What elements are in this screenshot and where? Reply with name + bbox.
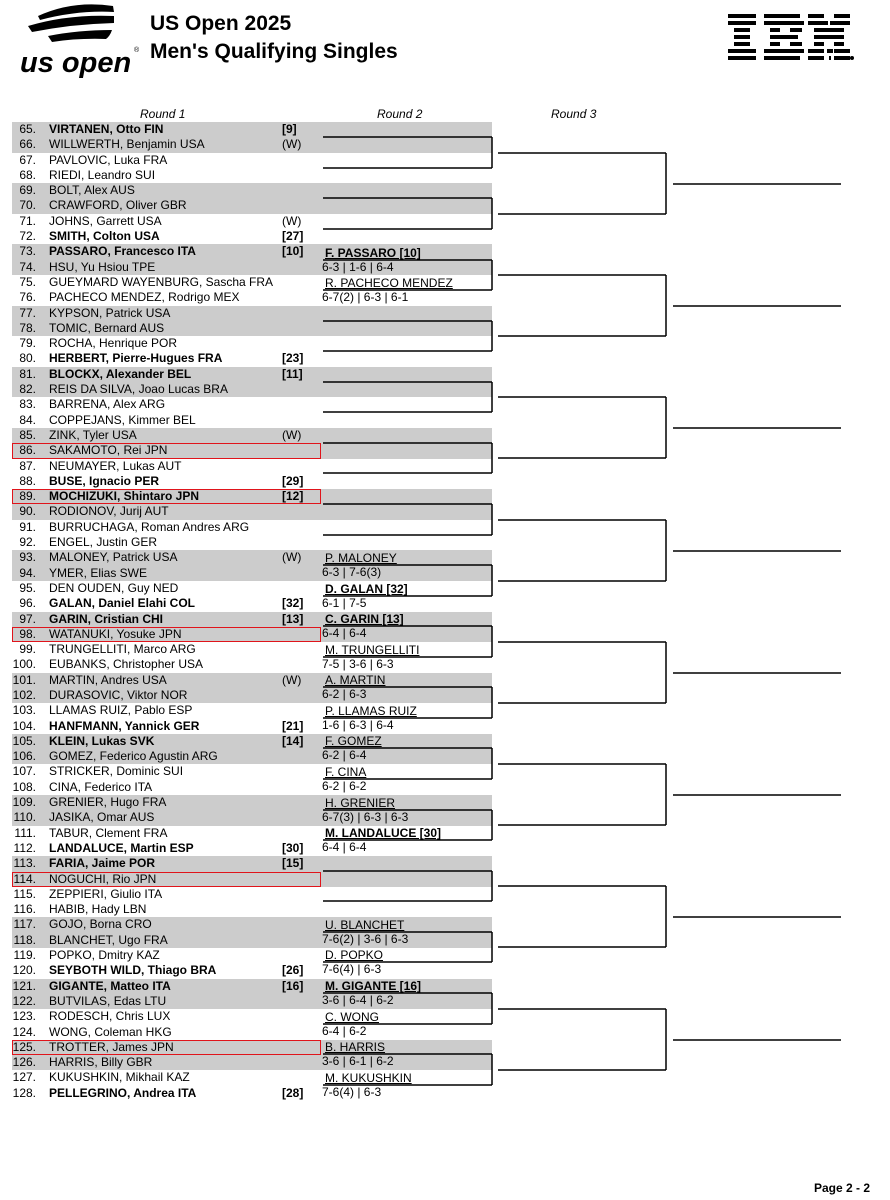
player-seed: [27] (282, 229, 304, 244)
draw-position: 71. (19, 213, 36, 228)
draw-position: 105. (12, 733, 36, 748)
player-name: WILLWERTH, Benjamin USA (49, 137, 205, 152)
player-name: GOJO, Borna CRO (49, 917, 152, 932)
draw-position: 108. (12, 779, 36, 794)
draw-position: 95. (19, 580, 36, 595)
player-seed: [9] (282, 122, 297, 136)
player-name: REIS DA SILVA, Joao Lucas BRA (49, 382, 228, 397)
player-name: VIRTANEN, Otto FIN (49, 122, 164, 136)
player-name: GIGANTE, Matteo ITA (49, 978, 171, 993)
draw-position: 98. (19, 626, 36, 641)
player-name: FARIA, Jaime POR (49, 856, 156, 871)
player-seed: [11] (282, 366, 303, 381)
draw-position: 103. (12, 703, 36, 718)
player-seed: [26] (282, 963, 304, 978)
round2-winner: R. PACHECO MENDEZ (325, 276, 453, 290)
player-name: LLAMAS RUIZ, Pablo ESP (49, 703, 193, 718)
round2-score: 7-5 | 3-6 | 6-3 (322, 657, 394, 671)
player-seed: [14] (282, 733, 304, 748)
round2-score: 1-6 | 6-3 | 6-4 (322, 718, 394, 732)
player-name: MARTIN, Andres USA (49, 672, 167, 687)
player-name: KYPSON, Patrick USA (49, 305, 171, 320)
round2-winner: D. POPKO (325, 948, 384, 962)
draw-position: 66. (19, 137, 36, 152)
player-seed: (W) (282, 672, 302, 687)
player-name: STRICKER, Dominic SUI (49, 764, 184, 779)
player-name: ENGEL, Justin GER (49, 535, 158, 550)
page-title: US Open 2025 (150, 12, 292, 35)
draw-position: 110. (13, 810, 36, 825)
draw-position: 102. (12, 687, 36, 702)
player-name: BURRUCHAGA, Roman Andres ARG (49, 519, 250, 534)
draw-position: 117. (13, 917, 36, 932)
round2-winner: B. HARRIS (325, 1040, 386, 1054)
round-header-2: Round 2 (377, 107, 423, 121)
round2-winner: F. GOMEZ (325, 734, 382, 748)
draw-position: 84. (19, 412, 36, 427)
player-seed: [13] (282, 611, 304, 626)
player-seed: (W) (282, 427, 302, 442)
round2-score: 6-2 | 6-2 (322, 779, 367, 793)
draw-position: 77. (19, 305, 36, 320)
draw-position: 121. (12, 978, 36, 993)
player-name: HABIB, Hady LBN (49, 902, 147, 917)
draw-position: 107. (12, 764, 36, 779)
player-name: GRENIER, Hugo FRA (49, 795, 167, 810)
player-name: ROCHA, Henrique POR (49, 336, 178, 351)
player-seed: [10] (282, 244, 304, 259)
player-name: TRUNGELLITI, Marco ARG (49, 642, 196, 657)
draw-position: 90. (19, 504, 36, 519)
draw-position: 104. (12, 718, 36, 733)
player-name: BARRENA, Alex ARG (49, 397, 166, 412)
draw-position: 73. (19, 244, 36, 259)
player-name: TABUR, Clement FRA (49, 825, 168, 840)
draw-position: 101. (12, 672, 36, 687)
draw-position: 75. (19, 274, 36, 289)
draw-position: 128. (12, 1085, 36, 1100)
round2-score: 7-6(4) | 6-3 (322, 1085, 382, 1099)
player-name: EUBANKS, Christopher USA (49, 657, 204, 672)
round2-score: 7-6(4) | 6-3 (322, 962, 382, 976)
draw-position: 123. (12, 1009, 36, 1024)
round2-score: 7-6(2) | 3-6 | 6-3 (322, 932, 409, 946)
round2-score: 6-2 | 6-4 (322, 748, 367, 762)
draw-position: 86. (19, 443, 36, 458)
player-name: JOHNS, Garrett USA (49, 213, 162, 228)
draw-position: 70. (19, 198, 36, 213)
draw-position: 116. (13, 902, 36, 917)
draw-position: 124. (12, 1024, 36, 1039)
round2-winner: M. KUKUSHKIN (325, 1071, 412, 1085)
player-name: SAKAMOTO, Rei JPN (49, 443, 168, 458)
draw-position: 106. (12, 749, 36, 764)
draw-position: 115. (13, 886, 36, 901)
round2-winner: D. GALAN [32] (325, 582, 408, 596)
player-name: YMER, Elias SWE (49, 565, 148, 580)
player-name: GOMEZ, Federico Agustin ARG (49, 749, 218, 764)
player-name: GALAN, Daniel Elahi COL (49, 596, 196, 611)
draw-position: 120. (12, 963, 36, 978)
player-name: DEN OUDEN, Guy NED (49, 580, 179, 595)
draw-position: 119. (13, 948, 36, 963)
player-name: TOMIC, Bernard AUS (49, 320, 165, 335)
round2-score: 6-4 | 6-2 (322, 1024, 367, 1038)
player-name: KUKUSHKIN, Mikhail KAZ (49, 1070, 190, 1085)
draw-position: 91. (19, 519, 36, 534)
player-name: WONG, Coleman HKG (49, 1024, 172, 1039)
player-name: PELLEGRINO, Andrea ITA (49, 1085, 197, 1100)
round2-score: 6-4 | 6-4 (322, 840, 367, 854)
player-name: BLOCKX, Alexander BEL (49, 366, 192, 381)
player-name: NEUMAYER, Lukas AUT (49, 458, 182, 473)
player-seed: (W) (282, 213, 302, 228)
player-seed: [15] (282, 856, 304, 871)
svg-text:®: ® (134, 47, 140, 54)
draw-position: 81. (19, 366, 36, 381)
round-header-3: Round 3 (551, 107, 597, 121)
round2-score: 6-1 | 7-5 (322, 596, 367, 610)
draw-position: 93. (19, 550, 36, 565)
round2-score: 6-3 | 1-6 | 6-4 (322, 260, 394, 274)
draw-position: 96. (19, 596, 36, 611)
round2-winner: P. LLAMAS RUIZ (325, 704, 417, 718)
round2-score: 3-6 | 6-4 | 6-2 (322, 993, 394, 1007)
player-name: COPPEJANS, Kimmer BEL (49, 412, 196, 427)
player-name: SEYBOTH WILD, Thiago BRA (49, 963, 217, 978)
round2-winner: H. GRENIER (325, 796, 396, 810)
draw-position: 72. (19, 229, 36, 244)
player-seed: [29] (282, 473, 304, 488)
draw-position: 88. (19, 473, 36, 488)
player-name: MOCHIZUKI, Shintaro JPN (49, 489, 200, 504)
player-name: KLEIN, Lukas SVK (49, 733, 155, 748)
player-name: WATANUKI, Yosuke JPN (49, 626, 182, 641)
round2-score: 6-3 | 7-6(3) (322, 565, 382, 579)
player-name: ZINK, Tyler USA (49, 427, 137, 442)
player-seed: (W) (282, 137, 302, 152)
round2-winner: U. BLANCHET (325, 918, 405, 932)
round2-winner: C. GARIN [13] (325, 612, 404, 626)
draw-position: 125. (12, 1039, 36, 1054)
round2-score: 3-6 | 6-1 | 6-2 (322, 1054, 394, 1068)
player-name: LANDALUCE, Martin ESP (49, 840, 194, 855)
ibm-logo-text: IBM (726, 14, 728, 15)
draw-position: 76. (19, 290, 36, 305)
player-seed: (W) (282, 550, 302, 565)
draw-position: 100. (12, 657, 36, 672)
player-name: SMITH, Colton USA (49, 229, 160, 244)
player-name: HARRIS, Billy GBR (49, 1055, 153, 1070)
draw-position: 67. (19, 152, 36, 167)
player-seed: [21] (282, 718, 304, 733)
player-name: MALONEY, Patrick USA (49, 550, 178, 565)
round2-winner: M. LANDALUCE [30] (325, 826, 441, 840)
player-name: NOGUCHI, Rio JPN (49, 871, 157, 886)
round2-winner: A. MARTIN (325, 673, 386, 687)
draw-position: 118. (13, 932, 36, 947)
draw-position: 79. (19, 336, 36, 351)
player-name: RODIONOV, Jurij AUT (49, 504, 169, 519)
draw-position: 85. (19, 427, 36, 442)
player-name: RODESCH, Chris LUX (49, 1009, 171, 1024)
round2-winner: F. PASSARO [10] (325, 246, 421, 260)
round2-winner: C. WONG (325, 1010, 379, 1024)
round2-score: 6-2 | 6-3 (322, 687, 367, 701)
round2-winner: F. CINA (325, 765, 367, 779)
draw-position: 122. (12, 993, 36, 1008)
player-name: BLANCHET, Ugo FRA (49, 932, 168, 947)
player-seed: [30] (282, 840, 304, 855)
draw-position: 127. (12, 1070, 36, 1085)
draw-position: 80. (19, 351, 36, 366)
draw-position: 89. (19, 489, 36, 504)
draw-position: 78. (19, 320, 36, 335)
player-name: GUEYMARD WAYENBURG, Sascha FRA (49, 274, 274, 289)
round2-score: 6-7(3) | 6-3 | 6-3 (322, 810, 409, 824)
player-name: TROTTER, James JPN (49, 1039, 174, 1054)
player-name: CINA, Federico ITA (49, 779, 153, 794)
draw-position: 112. (13, 840, 36, 855)
draw-position: 74. (19, 259, 36, 274)
player-seed: [23] (282, 351, 304, 366)
player-name: HSU, Yu Hsiou TPE (49, 259, 156, 274)
draw-position: 113. (13, 856, 36, 871)
draw-position: 114. (13, 871, 36, 886)
draw-position: 99. (19, 642, 36, 657)
logo-wordmark: us open (20, 47, 132, 78)
round2-score: 6-4 | 6-4 (322, 626, 367, 640)
player-name: GARIN, Cristian CHI (49, 611, 164, 626)
draw-position: 68. (19, 167, 36, 182)
player-name: BOLT, Alex AUS (49, 183, 135, 198)
player-seed: [16] (282, 978, 304, 993)
round-header-1: Round 1 (140, 107, 186, 121)
draw-position: 69. (19, 183, 36, 198)
page-number: Page 2 - 2 (814, 1181, 871, 1195)
player-name: HANFMANN, Yannick GER (49, 718, 200, 733)
draw-position: 94. (19, 565, 36, 580)
draw-position: 126. (12, 1055, 36, 1070)
round2-winner: M. TRUNGELLITI (325, 643, 420, 657)
player-name: DURASOVIC, Viktor NOR (49, 687, 188, 702)
player-seed: [12] (282, 489, 304, 504)
player-name: PACHECO MENDEZ, Rodrigo MEX (49, 290, 240, 305)
player-name: RIEDI, Leandro SUI (49, 167, 156, 182)
round2-score: 6-7(2) | 6-3 | 6-1 (322, 290, 409, 304)
page-subtitle: Men's Qualifying Singles (150, 40, 398, 63)
player-name: PAVLOVIC, Luka FRA (49, 152, 168, 167)
draw-position: 65. (19, 122, 36, 136)
draw-position: 109. (12, 795, 36, 810)
draw-position: 92. (19, 535, 36, 550)
player-name: HERBERT, Pierre-Hugues FRA (49, 351, 223, 366)
draw-position: 111. (14, 825, 36, 840)
player-name: JASIKA, Omar AUS (49, 810, 155, 825)
draw-position: 97. (19, 611, 36, 626)
player-name: BUTVILAS, Edas LTU (49, 993, 167, 1008)
player-seed: [28] (282, 1085, 304, 1100)
player-name: BUSE, Ignacio PER (49, 473, 160, 488)
draw-position: 87. (19, 458, 36, 473)
player-name: ZEPPIERI, Giulio ITA (49, 886, 163, 901)
draw-position: 83. (19, 397, 36, 412)
round2-winner: P. MALONEY (325, 551, 397, 565)
round2-winner: M. GIGANTE [16] (325, 979, 422, 993)
player-name: CRAWFORD, Oliver GBR (49, 198, 187, 213)
draw-position: 82. (19, 382, 36, 397)
player-seed: [32] (282, 596, 304, 611)
player-name: POPKO, Dmitry KAZ (49, 948, 160, 963)
player-name: PASSARO, Francesco ITA (49, 244, 196, 259)
